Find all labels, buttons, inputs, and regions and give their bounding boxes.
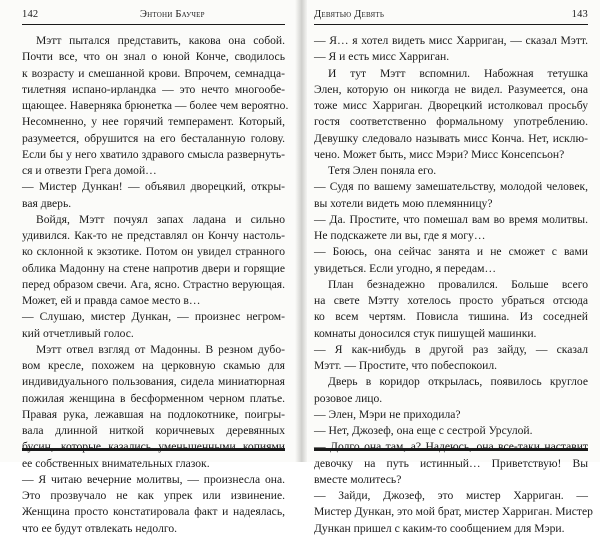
text-line: тилетняя испано-ирландка — это нечто многообе- — [22, 82, 285, 96]
text-line: Девушку следовало называть мисс Конча. Нет, исклю- — [314, 131, 588, 145]
text-line: — Элен, Мэри не приходила? — [314, 407, 461, 421]
text-line: Если бы у него хватило здравого смысла развернуть- — [22, 147, 285, 161]
text-line: вы хотели видеть мою племянницу? — [314, 196, 493, 210]
text-line: щающее. Наверняка брюнетка — более чем вероятно. — [22, 99, 289, 112]
text-line: Мэтт отвел взгляд от Мадонны. В резном дубо- — [36, 342, 285, 356]
text-line: — Судя по вашему замешательству, молодой человек, — [314, 180, 588, 194]
text-line: Дункан пришел с каким-то сообщением для Мэри. — [314, 521, 565, 535]
text-line: Войдя, Мэтт почуял запах ладана и сильно — [36, 212, 285, 226]
text-line: Мэтт. — Простите, что побеспокоил. — [314, 359, 498, 372]
left-header-rule — [22, 24, 285, 25]
right-body-text — [314, 33, 593, 537]
text-line: розовое лицо. — [314, 391, 383, 405]
left-header-title: Энтони Баучер — [140, 9, 205, 20]
text-line: — Я и есть мисс Харриган. — [314, 50, 450, 64]
text-line: ее собственных внимательных глазок. — [22, 456, 210, 470]
text-line: Правая рука, лежавшая на подлокотнике, поигры- — [22, 407, 285, 421]
right-header-rule — [314, 24, 588, 25]
text-line: Тетя Элен поняла его. — [328, 164, 437, 177]
text-line: — Я как-нибудь в другой раз зайду, — сказал — [314, 342, 588, 356]
text-line: комнаты доносился стук пишущей машинки. — [314, 326, 537, 340]
text-line: ко склонной к экзотике. Потом он увидел странного — [22, 245, 285, 259]
text-line: Не подскажете ли вы, где я могу… — [314, 229, 486, 242]
text-line: ко всем чертям. Повисла тишина. Из соседней — [314, 310, 588, 324]
right-page — [306, 0, 600, 535]
text-line: пожилая женщина в бесформенном черном платье. — [22, 391, 285, 405]
text-line: Мэтт пытался представить, какова она собой. — [36, 34, 285, 47]
text-line: к возрасту и смешанной крови. Впрочем, семнадца- — [22, 66, 285, 80]
text-line: перед образом свечи. Ага, ясно. Страстно верующая. — [22, 277, 285, 291]
text-line: Это прозвучало не как упрек или извинение. — [22, 489, 285, 502]
text-line: — Слушаю, мистер Дункан, — произнес негром- — [22, 310, 285, 324]
left-page-number: 142 — [22, 9, 39, 20]
right-header-title: Девятью Девять — [314, 9, 385, 20]
left-footer-rule — [22, 448, 285, 451]
left-running-header — [22, 9, 285, 25]
text-line: вместе молитесь? — [314, 472, 402, 486]
text-line: вала длинной ниткой коричневых деревянных — [22, 424, 285, 437]
text-line: чено. Может быть, мисс Мэри? Мисс Консепсьон? — [314, 147, 565, 161]
text-line: кий отчетливый голос. — [22, 326, 134, 340]
text-line: Может, ей и правда самое место в… — [22, 294, 201, 307]
text-line: — Нет, Джозеф, она еще с сестрой Урсулой. — [314, 424, 533, 437]
text-line: — Я читаю вечерние молитвы, — произнесла она. — [22, 472, 285, 486]
text-line: — Боюсь, она сейчас занята и не сможет с вами — [314, 245, 588, 259]
text-line: Элен, которую он никогда не видел. Разумеется, она — [314, 82, 588, 96]
text-line: ся и отвезти Грега домой… — [22, 164, 157, 177]
text-line: что ее будут отвлекать недолго. — [22, 521, 178, 535]
text-line: облика Мадонну на стене напротив двери и горящие — [22, 261, 285, 275]
right-footer-rule — [314, 448, 588, 451]
text-line: разумеется, обрушится на его бесталанную голову. — [22, 131, 285, 145]
text-line: Несомненно, у нее горячий темперамент. Который, — [22, 115, 285, 129]
text-line: План безнадежно провалился. Больше всего — [328, 277, 588, 291]
text-line: вая дверь. — [22, 196, 72, 210]
text-line: — Я… я хотел видеть мисс Харриган, — сказал Мэтт. — [314, 34, 588, 47]
text-line: тоже мисс Харриган. Дворецкий истолковал просьбу — [314, 99, 588, 112]
left-page — [0, 0, 296, 535]
text-line: на свете Мэтту хотелось просто убраться отсюда — [314, 294, 588, 307]
text-line: И тут Мэтт вспомнил. Набожная тетушка — [328, 66, 588, 80]
right-running-header — [314, 9, 588, 25]
text-line: Мистер Дункан, это мой брат, мистер Харриган. Мистер — [314, 505, 593, 519]
text-line: вом кресле, похожем на церковную скамью для — [22, 359, 285, 372]
text-line: увидеться. Если угодно, я передам… — [314, 261, 497, 275]
text-line: девочку на путь истинный… Приветствую! Вы — [314, 456, 588, 470]
text-line: гостя соответственно формальному употреблению. — [314, 115, 588, 129]
text-line: — Да. Простите, что помешал вам во время молитвы. — [314, 212, 588, 226]
left-body-text — [22, 33, 289, 537]
text-line: удивился. Как-то не представлял он Кончу настоль- — [22, 229, 285, 242]
text-line: индивидуального пользования, сидела миниатюрная — [22, 375, 285, 389]
text-line: Дверь в коридор открылась, появилось круглое — [328, 375, 588, 389]
text-line: — Мистер Дункан! — объявил дворецкий, откры- — [22, 180, 285, 194]
text-line: Женщина просто констатировала факт и надеялась, — [22, 505, 285, 519]
text-line: Почти все, что он знал о юной Конче, сводилось — [22, 50, 285, 64]
text-line: — Долго она там, а? Надеюсь, она все-таки наставит — [314, 440, 588, 454]
right-page-number: 143 — [571, 9, 588, 20]
text-line: — Зайди, Джозеф, это мистер Харриган. — — [314, 489, 588, 502]
text-line: бусин, которые казались уменьшенными копиями — [22, 440, 285, 454]
